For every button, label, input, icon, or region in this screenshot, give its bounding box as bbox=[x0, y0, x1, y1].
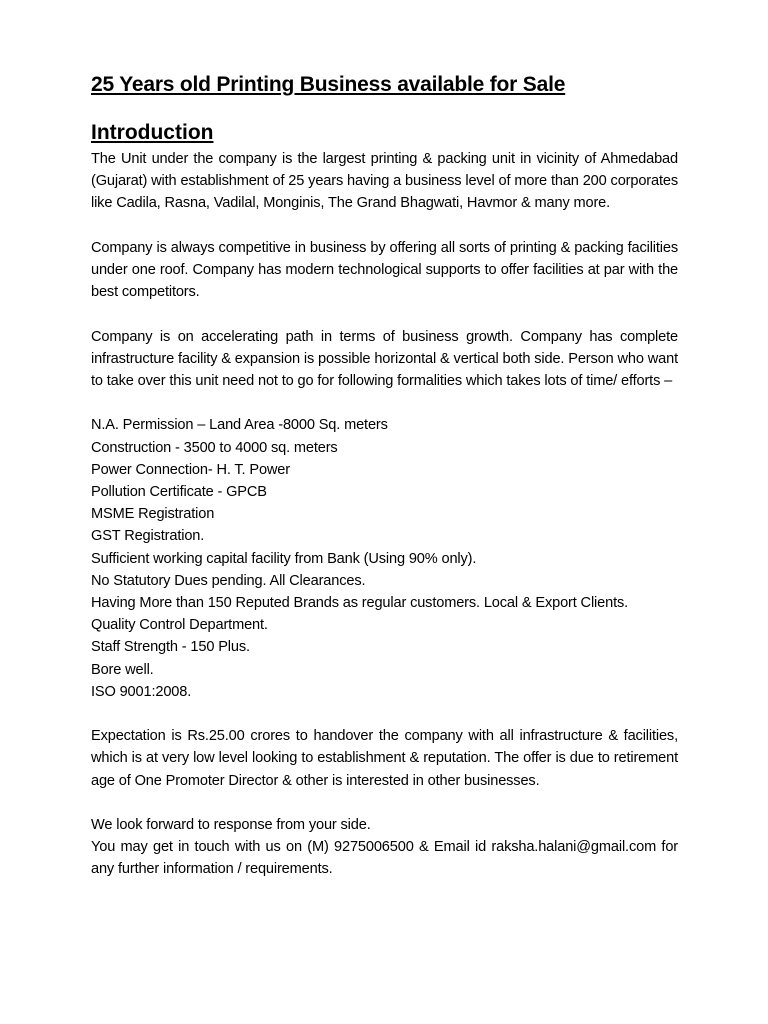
document-title: 25 Years old Printing Business available for Sale bbox=[91, 73, 566, 96]
list-item: No Statutory Dues pending. All Clearances. bbox=[91, 572, 366, 589]
closing-line: We look forward to response from your side. bbox=[91, 817, 371, 834]
list-item: ISO 9001:2008. bbox=[91, 683, 192, 700]
list-item: GST Registration. bbox=[91, 528, 205, 545]
list-item: Sufficient working capital facility from Bank (Using 90% only). bbox=[91, 550, 477, 567]
list-item: MSME Registration bbox=[91, 506, 215, 523]
list-item: Pollution Certificate - GPCB bbox=[91, 484, 267, 500]
competitiveness-paragraph: Company is always competitive in business by offering all sorts of printing & packing facilities under one roof. Company has modern technological supports to offer facilities at par with the best competitors. bbox=[91, 239, 678, 301]
features-list bbox=[91, 414, 678, 703]
intro-paragraph: The Unit under the company is the largest printing & packing unit in vicinity of Ahmedabad (Gujarat) with establishment of 25 years having a business level of more than 200 corporates like Cadila, Rasna, Vadilal, Monginis, The Grand Bhagwati, Havmor & many more. bbox=[91, 151, 678, 212]
list-item: Quality Control Department. bbox=[91, 617, 268, 634]
list-item: Having More than 150 Reputed Brands as regular customers. Local & Export Clients. bbox=[91, 595, 629, 612]
list-item: Bore well. bbox=[91, 661, 154, 678]
list-item: Staff Strength - 150 Plus. bbox=[91, 639, 250, 656]
introduction-heading: Introduction bbox=[91, 121, 214, 144]
list-item: N.A. Permission – Land Area -8000 Sq. meters bbox=[91, 417, 388, 434]
document-page bbox=[91, 70, 678, 881]
contact-paragraph: You may get in touch with us on (M) 9275006500 & Email id raksha.halani@gmail.com for any further information / requirements. bbox=[91, 839, 678, 878]
expectation-paragraph: Expectation is Rs.25.00 crores to handover the company with all infrastructure & facilities, which is at very low level looking to establishment & reputation. The offer is due to retirement age of One Promoter Director & other is interested in other businesses. bbox=[91, 728, 678, 789]
list-item: Construction - 3500 to 4000 sq. meters bbox=[91, 439, 338, 456]
list-item: Power Connection- H. T. Power bbox=[91, 461, 290, 478]
growth-paragraph: Company is on accelerating path in terms of business growth. Company has complete infrastructure facility & expansion is possible horizontal & vertical both side. Person who want to take over this unit need not to go for following formalities which takes lots of time/ efforts – bbox=[91, 328, 678, 389]
